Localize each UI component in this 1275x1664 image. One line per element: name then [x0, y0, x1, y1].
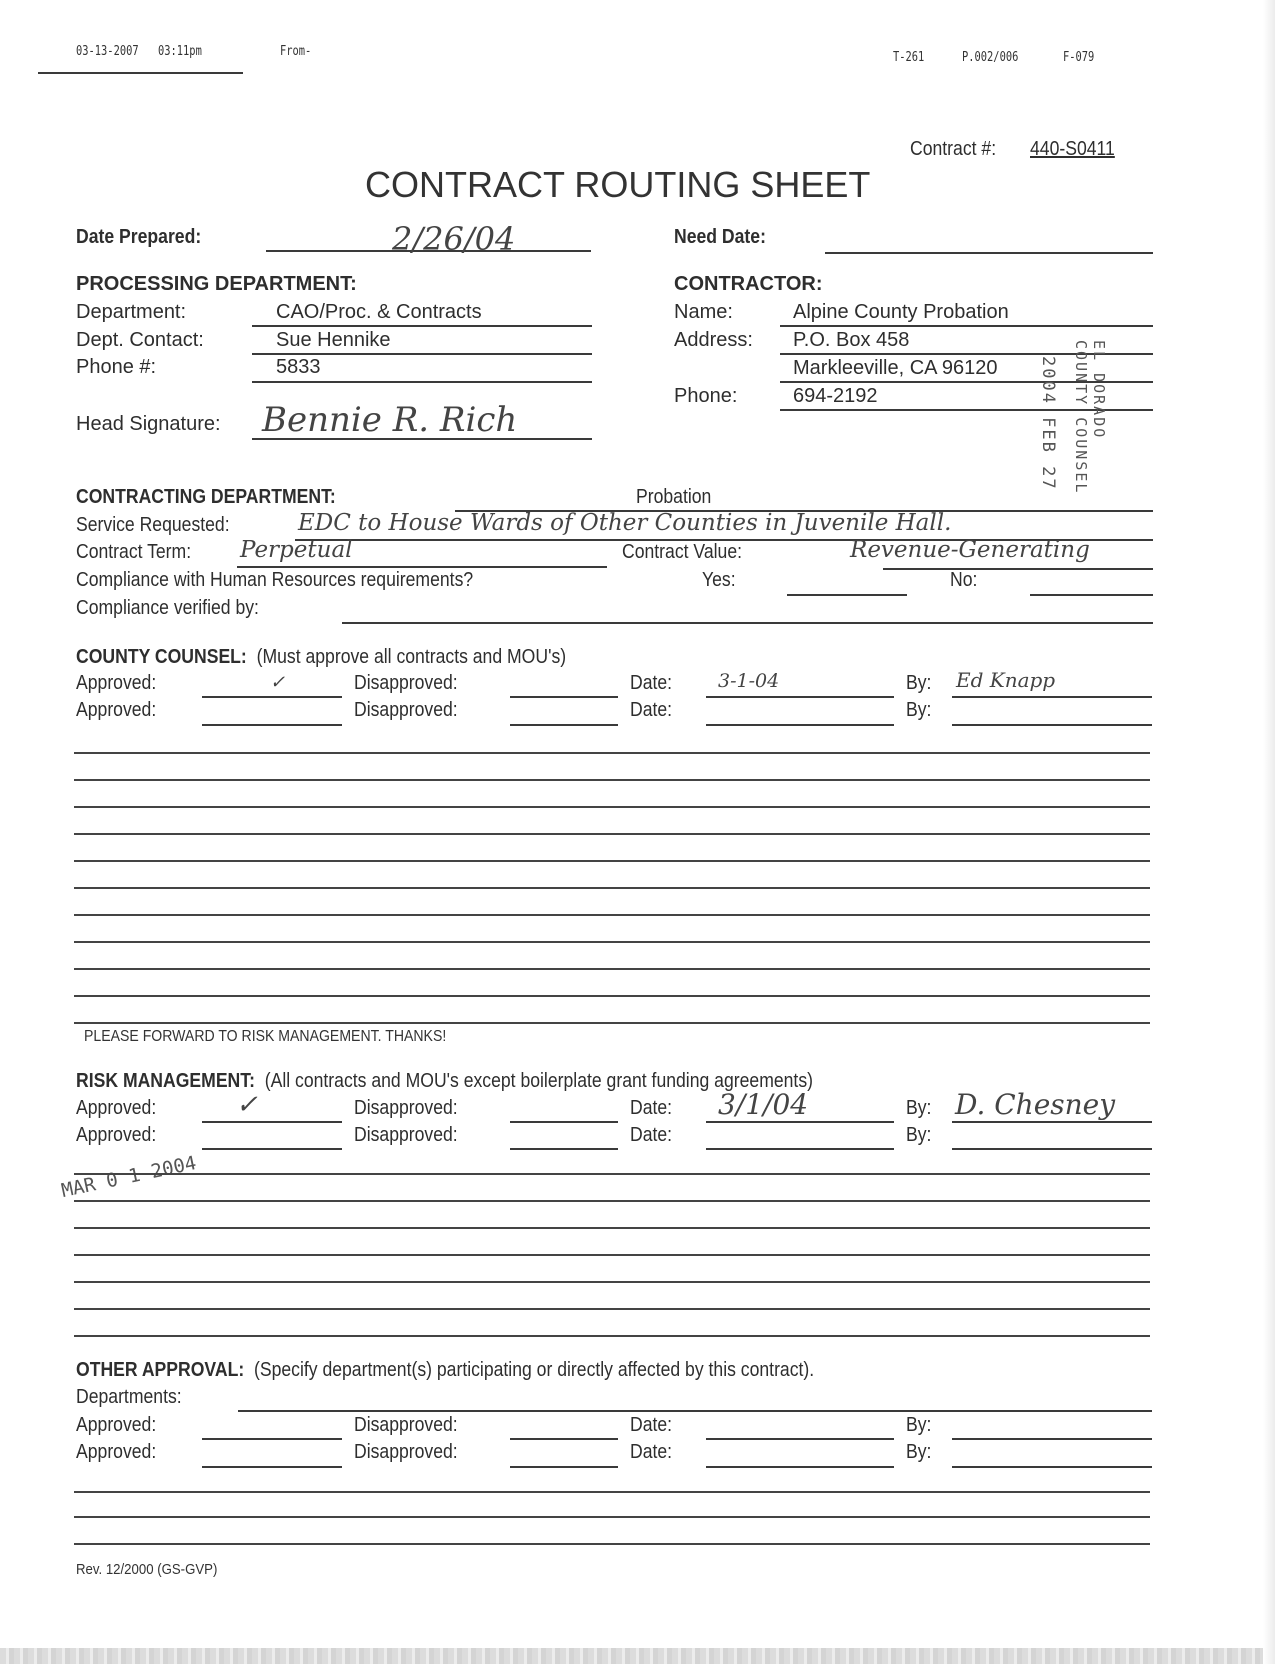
- approved-label: Approved:: [76, 1124, 157, 1146]
- notes-line[interactable]: [74, 860, 1150, 862]
- contract-number-value: 440-S0411: [1030, 138, 1115, 160]
- notes-line[interactable]: [74, 1543, 1150, 1545]
- fax-time: 03:11pm: [158, 44, 202, 59]
- disapproved-label: Disapproved:: [354, 1414, 458, 1436]
- risk-management-note: (All contracts and MOU's except boilerplate grant funding agreements): [264, 1070, 813, 1092]
- date-prepared-label: Date Prepared:: [76, 226, 202, 248]
- date-prepared-value: 2/26/04: [392, 220, 516, 258]
- compliance-yes-label: Yes:: [702, 569, 736, 591]
- by-field[interactable]: [952, 724, 1152, 726]
- notes-line[interactable]: [74, 1335, 1150, 1337]
- approved-field[interactable]: [202, 1121, 342, 1123]
- disapproved-label: Disapproved:: [354, 1097, 458, 1119]
- contractor-phone-label: Phone:: [674, 385, 738, 407]
- date-field[interactable]: [706, 724, 894, 726]
- date-value: 3-1-04: [718, 670, 780, 692]
- fax-page: P.002/006: [962, 50, 1019, 65]
- date-field[interactable]: [706, 696, 894, 698]
- dept-contact-value: Sue Hennike: [276, 329, 391, 351]
- notes-line[interactable]: [74, 1022, 1150, 1024]
- approved-value: ✓: [270, 672, 286, 693]
- received-date-stamp: MAR 0 1 2004: [59, 1151, 199, 1202]
- contractor-address-label: Address:: [674, 329, 753, 351]
- notes-line[interactable]: [74, 1281, 1150, 1283]
- fax-from: From-: [280, 44, 312, 59]
- processing-department-heading: PROCESSING DEPARTMENT:: [76, 273, 357, 295]
- phone-value: 5833: [276, 356, 321, 378]
- notes-line[interactable]: [74, 914, 1150, 916]
- compliance-verified-field[interactable]: [342, 622, 1153, 624]
- county-counsel-note: (Must approve all contracts and MOU's): [256, 646, 567, 668]
- dept-contact-label: Dept. Contact:: [76, 329, 204, 351]
- contracting-department-value: Probation: [636, 486, 712, 508]
- by-field[interactable]: [952, 1466, 1152, 1468]
- contractor-name-label: Name:: [674, 301, 733, 323]
- date-label: Date:: [630, 672, 673, 694]
- disapproved-label: Disapproved:: [354, 699, 458, 721]
- disapproved-label: Disapproved:: [354, 672, 458, 694]
- approved-field[interactable]: [202, 696, 342, 698]
- contract-value-value: Revenue-Generating: [850, 537, 1090, 563]
- service-requested-value: EDC to House Wards of Other Counties in Juvenile Hall.: [298, 510, 952, 536]
- need-date-label: Need Date:: [674, 226, 766, 248]
- date-field[interactable]: [706, 1121, 894, 1123]
- by-field[interactable]: [952, 1438, 1152, 1440]
- notes-line[interactable]: [74, 1200, 1150, 1202]
- notes-line[interactable]: [74, 968, 1150, 970]
- by-value: Ed Knapp: [956, 668, 1056, 692]
- date-label: Date:: [630, 1124, 673, 1146]
- by-field[interactable]: [952, 1121, 1152, 1123]
- notes-line[interactable]: [74, 1516, 1150, 1518]
- received-stamp-date: 2004 FEB 27: [1038, 356, 1058, 491]
- approved-label: Approved:: [76, 1441, 157, 1463]
- disapproved-field[interactable]: [510, 1148, 618, 1150]
- by-label: By:: [906, 1414, 932, 1436]
- by-value: D. Chesney: [955, 1088, 1116, 1121]
- date-value: 3/1/04: [718, 1088, 809, 1121]
- by-field[interactable]: [952, 1148, 1152, 1150]
- fax-f-code: F-079: [1063, 50, 1095, 65]
- notes-line[interactable]: [74, 941, 1150, 943]
- notes-line[interactable]: [74, 779, 1150, 781]
- contract-term-field[interactable]: [237, 566, 607, 568]
- contracting-department-heading: CONTRACTING DEPARTMENT:: [76, 486, 336, 508]
- by-label: By:: [906, 1097, 932, 1119]
- notes-line[interactable]: [74, 887, 1150, 889]
- other-approval-heading: OTHER APPROVAL:: [76, 1359, 245, 1381]
- by-field[interactable]: [952, 696, 1152, 698]
- disapproved-field[interactable]: [510, 1438, 618, 1440]
- disapproved-field[interactable]: [510, 724, 618, 726]
- approved-field[interactable]: [202, 1148, 342, 1150]
- disapproved-label: Disapproved:: [354, 1441, 458, 1463]
- departments-field[interactable]: [238, 1410, 1152, 1412]
- disapproved-field[interactable]: [510, 1121, 618, 1123]
- date-label: Date:: [630, 1414, 673, 1436]
- head-signature-value: Bennie R. Rich: [262, 400, 518, 440]
- scan-edge-artifact: [0, 1648, 1275, 1664]
- contract-value-field[interactable]: [883, 568, 1153, 570]
- notes-line[interactable]: [74, 1308, 1150, 1310]
- date-field[interactable]: [706, 1466, 894, 1468]
- notes-line[interactable]: [74, 1491, 1150, 1493]
- contractor-phone-value: 694-2192: [793, 385, 878, 407]
- contract-number-label: Contract #:: [910, 138, 997, 160]
- notes-line[interactable]: [74, 752, 1150, 754]
- date-label: Date:: [630, 1441, 673, 1463]
- dept-contact-field[interactable]: [252, 353, 592, 355]
- notes-line[interactable]: [74, 833, 1150, 835]
- approved-field[interactable]: [202, 1466, 342, 1468]
- disapproved-label: Disapproved:: [354, 1124, 458, 1146]
- phone-field[interactable]: [252, 381, 592, 383]
- contractor-address-line1: P.O. Box 458: [793, 329, 910, 351]
- by-label: By:: [906, 1124, 932, 1146]
- phone-label: Phone #:: [76, 356, 157, 378]
- approved-field[interactable]: [202, 1438, 342, 1440]
- compliance-no-field[interactable]: [1030, 594, 1153, 596]
- county-counsel-heading: COUNTY COUNSEL:: [76, 646, 247, 668]
- notes-line[interactable]: [74, 995, 1150, 997]
- approved-value: ✓: [236, 1090, 258, 1120]
- notes-line[interactable]: [74, 1227, 1150, 1229]
- approved-field[interactable]: [202, 724, 342, 726]
- departments-label: Departments:: [76, 1386, 182, 1408]
- fax-date: 03-13-2007: [76, 44, 139, 59]
- revision-footer: Rev. 12/2000 (GS-GVP): [76, 1561, 218, 1578]
- contractor-name-value: Alpine County Probation: [793, 301, 1009, 323]
- contractor-name-field[interactable]: [780, 325, 1153, 327]
- contract-term-value: Perpetual: [240, 537, 353, 563]
- fax-t-code: T-261: [893, 50, 925, 65]
- head-signature-field[interactable]: [252, 438, 592, 440]
- notes-line[interactable]: [74, 806, 1150, 808]
- by-label: By:: [906, 699, 932, 721]
- compliance-label: Compliance with Human Resources requirements?: [76, 569, 474, 591]
- contract-value-label: Contract Value:: [622, 541, 743, 563]
- approved-label: Approved:: [76, 1414, 157, 1436]
- notes-line[interactable]: [74, 1254, 1150, 1256]
- approved-label: Approved:: [76, 672, 157, 694]
- service-requested-label: Service Requested:: [76, 514, 230, 536]
- department-label: Department:: [76, 301, 187, 323]
- risk-management-heading: RISK MANAGEMENT:: [76, 1070, 255, 1092]
- page-title: CONTRACT ROUTING SHEET: [365, 164, 871, 205]
- date-label: Date:: [630, 699, 673, 721]
- head-signature-label: Head Signature:: [76, 413, 221, 435]
- contract-term-label: Contract Term:: [76, 541, 192, 563]
- fax-underline: [38, 72, 243, 74]
- date-field[interactable]: [706, 1438, 894, 1440]
- date-label: Date:: [630, 1097, 673, 1119]
- other-approval-note: (Specify department(s) participating or directly affected by this contract).: [253, 1359, 815, 1381]
- date-field[interactable]: [706, 1148, 894, 1150]
- compliance-no-label: No:: [950, 569, 978, 591]
- department-value: CAO/Proc. & Contracts: [276, 301, 482, 323]
- disapproved-field[interactable]: [510, 1466, 618, 1468]
- notes-line[interactable]: [74, 1173, 1150, 1175]
- contractor-address-line2: Markleeville, CA 96120: [793, 357, 998, 379]
- approved-label: Approved:: [76, 699, 157, 721]
- compliance-yes-field[interactable]: [787, 594, 907, 596]
- compliance-verified-label: Compliance verified by:: [76, 597, 259, 619]
- forward-note: PLEASE FORWARD TO RISK MANAGEMENT. THANKS!: [84, 1028, 447, 1045]
- contractor-heading: CONTRACTOR:: [674, 273, 823, 295]
- by-label: By:: [906, 1441, 932, 1463]
- need-date-field[interactable]: [825, 252, 1153, 254]
- by-label: By:: [906, 672, 932, 694]
- department-field[interactable]: [252, 325, 592, 327]
- disapproved-field[interactable]: [510, 696, 618, 698]
- approved-label: Approved:: [76, 1097, 157, 1119]
- received-stamp-county: EL DORADO COUNTY COUNSEL: [1072, 340, 1108, 495]
- scan-right-edge: [1263, 0, 1275, 1664]
